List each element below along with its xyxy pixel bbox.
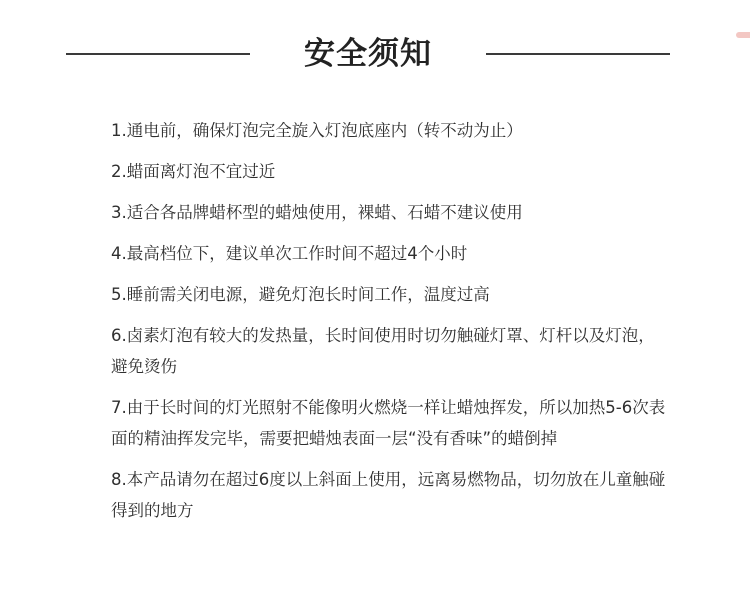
notice-item-5: 5.睡前需关闭电源，避免灯泡长时间工作，温度过高 [111,285,490,304]
notice-item-2: 2.蜡面离灯泡不宜过近 [111,162,276,181]
title-rule-right [486,53,670,55]
notice-item-8: 8.本产品请勿在超过6度以上斜面上使用，远离易燃物品，切勿放在儿童触碰得到的地方 [111,470,666,520]
title-row [0,30,750,80]
page-title: 安全须知 [304,36,432,72]
notice-list [111,115,671,526]
notice-item-1: 1.通电前，确保灯泡完全旋入灯泡底座内（转不动为止） [111,121,523,140]
title-rule-left [66,53,250,55]
notice-item-4: 4.最高档位下，建议单次工作时间不超过4个小时 [111,244,468,263]
notice-item-6: 6.卤素灯泡有较大的发热量，长时间使用时切勿触碰灯罩、灯杆以及灯泡，避免烫伤 [111,326,655,376]
notice-item-3: 3.适合各品牌蜡杯型的蜡烛使用，裸蜡、石蜡不建议使用 [111,203,523,222]
notice-item-7: 7.由于长时间的灯光照射不能像明火燃烧一样让蜡烛挥发，所以加热5-6次表面的精油挥发完毕，需要把蜡烛表面一层“没有香味”的蜡倒掉 [111,398,666,448]
